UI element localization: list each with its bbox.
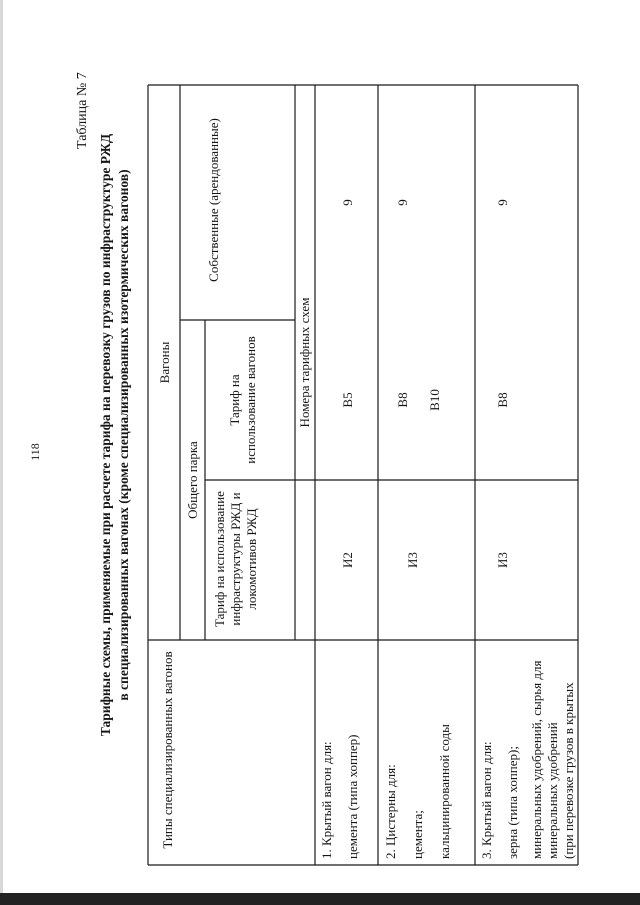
table-title-line1: Тарифные схемы, применяемые при расчете тарифа на перевозку грузов по инфраструктуре РЖД — [98, 133, 113, 737]
row2-item1: цемента; — [410, 810, 425, 859]
header-infra-tariff: Тариф на использование инфраструктуры РЖД и локомотивов РЖД — [212, 491, 259, 627]
row1-item: цемента (типа хоппер) — [345, 734, 360, 859]
scan-bottom-edge — [0, 893, 640, 905]
header-wagons: Вагоны — [157, 341, 172, 384]
row2-wagon2: В10 — [427, 389, 442, 411]
header-common-park: Общего парка — [185, 441, 200, 519]
row1-wagon: В5 — [340, 392, 355, 408]
row2-wagon: В8 — [395, 392, 410, 408]
row2-group: 2. Цистерны для: — [383, 764, 398, 859]
row3-item3: (при перевозке грузов в крытых — [561, 682, 576, 859]
header-scheme-numbers: Номера тарифных схем — [297, 297, 312, 428]
header-own: Собственные (арендованные) — [206, 118, 221, 282]
header-wagon-tariff: Тариф на использование вагонов — [227, 336, 258, 464]
header-types: Типы специализированных вагонов — [160, 651, 175, 849]
table-label: Таблица № 7 — [75, 72, 90, 149]
table-title-line2: в специализированных вагонах (кроме специализированных изотермических вагонов) — [116, 169, 131, 701]
row3-own: 9 — [495, 199, 510, 206]
row3-item1: зерна (типа хоппер); — [505, 746, 520, 859]
row1-infra: И2 — [340, 552, 355, 568]
row1-group: 1. Крытый вагон для: — [319, 741, 334, 859]
row3-group: 3. Крытый вагон для: — [479, 741, 494, 859]
row3-wagon: В8 — [495, 392, 510, 408]
row1-own: 9 — [340, 199, 355, 206]
row2-own: 9 — [395, 199, 410, 206]
row2-item2: кальцинированной соды — [437, 724, 452, 859]
page-number: 118 — [28, 443, 42, 461]
row2-infra: И3 — [405, 552, 420, 568]
row3-item2: минеральных удобрений, сырья для минеральных удобрений — [529, 660, 560, 859]
row3-infra: И3 — [495, 552, 510, 568]
